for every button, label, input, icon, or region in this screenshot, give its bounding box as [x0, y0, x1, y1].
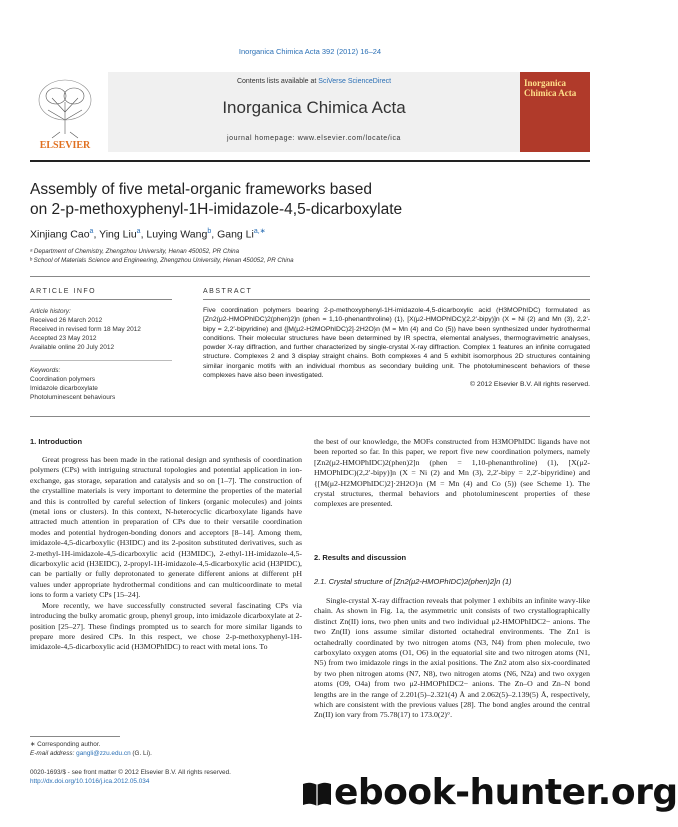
intro-heading: 1. Introduction [30, 437, 83, 446]
info-divider [30, 360, 172, 361]
article-title-line2: on 2-p-methoxyphenyl-1H-imidazole-4,5-dicarboxylate [30, 201, 403, 218]
history-item: Received 26 March 2012 [30, 317, 103, 324]
article-info-rule [30, 299, 172, 300]
email-prefix: E-mail address: [30, 749, 77, 757]
abstract-text: Five coordination polymers bearing 2-p-methoxyphenyl-1H-imidazole-4,5-dicarboxylic acid (H3MOPhIDC) formulated as [Zn2(μ2-HMOPhIDC)2(phen)2]n (phen = 1,10-phenanthroline) (1), [X(μ2-HMOPhIDC)(2,2′-bipy)]n (X = Ni (2) and Mn (3), 2,2′-bipy = 2,2′-bipyridine) and {[M(μ2-H2MOPhIDC)2]·2H2O}n (M = Mn (4) and Co (5)) have been synthesized under hydrothermal conditions. Their molecular structures have been determined by IR spectra, elemental analyses, thermogravimetric analyses, powder X-ray diffraction, and further characterized by single-crystal X-ray diffraction. Complex 1 features an infinite corrugated structure. Complexes 2 and 3 display straight chains. Both complexes 4 and 5 exhibit isomorphous 2D structures containing similar inorganic motifs with an individual rhombus as secondary building unit. The photoluminescent behaviors of these complexes have also been investigated. [203, 307, 590, 380]
author-name[interactable]: Xinjiang Cao [30, 228, 90, 241]
homepage-prefix: journal homepage: [226, 135, 298, 142]
history-label: Article history: [30, 308, 71, 315]
article-info-heading: ARTICLE INFO [30, 288, 97, 295]
author-affil-sup[interactable]: a [89, 228, 94, 235]
right-col-body [314, 437, 590, 510]
elsevier-tree-logo-icon [30, 72, 100, 152]
keywords-label: Keywords: [30, 367, 61, 374]
history-item: Available online 20 July 2012 [30, 344, 115, 351]
author-name[interactable]: Gang Li [217, 228, 254, 241]
book-icon [300, 777, 334, 811]
author-affil-sup[interactable]: a,∗ [253, 228, 266, 235]
homepage-link[interactable]: www.elsevier.com/locate/ica [297, 135, 402, 142]
watermark-text: ebook-hunter.org [334, 772, 678, 813]
author-affil-sup[interactable]: b [207, 228, 212, 235]
history-item: Accepted 23 May 2012 [30, 335, 97, 342]
results-body [314, 596, 590, 721]
results-paragraph: Single-crystal X-ray diffraction reveals that polymer 1 exhibits an infinite wavy-like chain. As shown in Fig. 1a, the asymmetric unit consists of two crystallographically distinct Zn(II) ions, two phen units and two individual μ2-HMOPhIDC2− anions. The two Zn(II) ions assume similar distorted octahedral environments. The Zn1 is octahedrally coordinated by two nitrogen atoms (N3, N4) from phen molecule, two carboxylato oxygen atoms (O1, O6) in the equatorial site and two nitrogen atoms (N1, N5) from two imidazole rings in the axial positions. The Zn2 atom also six-coordinated by two phen nitrogen atoms (N7, N8), two nitrogen atoms (N6, N2a) and two oxygen atoms (O9, O4a) from two μ2-HMOPhIDC2− anions. The Zn–O and Zn–N bond lengths are in the range of 2.201(5)–2.321(4) Å and 2.062(5)–2.139(5) Å, respectively, which are consistent with the previous values [28]. The bond angles around the central Zn(II) ion vary from 75.78(17) to 173.0(2)°. [314, 596, 590, 720]
contents-line [108, 78, 520, 85]
abstract-copyright: © 2012 Elsevier B.V. All rights reserved. [470, 381, 590, 389]
elsevier-wordmark: ELSEVIER [39, 140, 91, 151]
keyword-item: Imidazole dicarboxylate [30, 385, 98, 392]
contents-prefix: Contents lists available at [236, 78, 319, 85]
author-name[interactable]: Ying Liu [99, 228, 137, 241]
sciencedirect-link[interactable]: SciVerse ScienceDirect [318, 78, 392, 85]
author-affil-sup[interactable]: a [136, 228, 141, 235]
affiliation-a: ᵃ Department of Chemistry, Zhengzhou University, Henan 450052, PR China [30, 248, 240, 255]
intro-paragraph: More recently, we have successfully constructed several fascinating CPs via introducing the bulky aromatic group, phenyl group, into imidazole dicarboxylate at 2-position [25–27]. These findings prompted us to search for more similar ligands to prepare more desired CPs. In this respect, we chose 2-p-methoxyphenyl-1H-imidazole-4,5-dicarboxylic acid (H3MOPhIDC) to react with metal ions. To [30, 600, 302, 652]
email-line [30, 750, 300, 759]
history-item: Received in revised form 18 May 2012 [30, 326, 141, 333]
section-rule [30, 276, 590, 277]
journal-reference[interactable]: Inorganica Chimica Acta 392 (2012) 16–24 [238, 47, 382, 56]
keyword-item: Coordination polymers [30, 376, 96, 383]
issn-line: 0020-1693/$ - see front matter © 2012 Elsevier B.V. All rights reserved. [30, 769, 231, 776]
author-name[interactable]: Luying Wang [146, 228, 208, 241]
article-title [30, 180, 590, 220]
keywords [30, 366, 172, 402]
results-subheading: 2.1. Crystal structure of [Zn2(μ2-HMOPhIDC)2(phen)2]n (1) [314, 577, 512, 586]
doi-link[interactable]: http://dx.doi.org/10.1016/j.ica.2012.05.034 [30, 777, 150, 785]
keyword-item: Photoluminescent behaviours [30, 394, 116, 401]
header-rule [30, 160, 590, 162]
affiliation-b: ᵇ School of Materials Science and Engineering, Zhengzhou University, Henan 450052, PR China [30, 257, 294, 264]
journal-homepage [108, 135, 520, 142]
journal-name: Inorganica Chimica Acta [222, 98, 406, 117]
journal-cover-title: Inorganica Chimica Acta [524, 78, 577, 98]
abstract-rule [203, 299, 590, 300]
footnote-rule [30, 736, 120, 737]
article-footer [30, 769, 300, 786]
email-suffix: (G. Li). [130, 749, 152, 757]
section-rule [30, 416, 590, 417]
intro-paragraph: Great progress has been made in the rational design and synthesis of coordination polymers (CPs) with intriguing structural topologies and potential application in ion-exchange, gas storage, separation and catalysis and so on [1–7]. The construction of the crystalline materials is very important to determine the properties of the material and this is controlled by careful selection of linkers (organic molecules) and joints (metal ions or clusters). In this context, N-heterocyclic dicarboxylate ligands have attracted much attention in preparation of CPs due to their versatile coordination modes and potential hydrogen-bonding donors and acceptors [8–14]. Among them, imidazole-4,5-dicarboxylic (H3IDC) and its 2-positon substituted derivatives, such as 2-methyl-1H-imidazole-4,5-dicarboxylic acid (H3MIDC), 2-ethyl-1H-imidazole-4,5-dicarboxylic acid (H3EIDC), 2-propyl-1H-imidazole-4,5-dicarboxylic acid (H3PIDC), can be partially or fully deprotonated to generate different anions at different pH values under appropriate hydrothermal conditions and can multicoordinate to metal ions to form a variety CPs [15–24]. [30, 455, 302, 600]
abstract-body [203, 306, 590, 390]
right-paragraph: the best of our knowledge, the MOFs constructed from H3MOPhIDC ligands have not been reported so far. In this paper, we report five new coordination polymers, namely [Zn2(μ2-HMOPhIDC)2(phen)2]n (phen = 1,10-phenanthroline) (1), [X(μ2-HMOPhIDC)(2,2′-bipy)]n (X = Ni (2) and Mn (3), 2,2′-bipy = 2,2′-bipyridine) and {[M(μ2-H2MOPhIDC)2]·2H2O}n (M = Mn (4) and Co (5)) (see Scheme 1). The crystal structures, thermal behaviors and photoluminescent properties of these complexes are presented. [314, 437, 590, 509]
corresponding-note: ∗ Corresponding author. [30, 741, 101, 748]
abstract-heading: ABSTRACT [203, 288, 253, 295]
article-title-line1: Assembly of five metal-organic frameworks based [30, 181, 372, 198]
email-link[interactable]: gangli@zzu.edu.cn [76, 749, 131, 757]
article-history [30, 307, 172, 352]
watermark [300, 772, 678, 827]
results-heading: 2. Results and discussion [314, 553, 407, 562]
intro-body [30, 455, 302, 653]
author-list: Xinjiang Cao$^a$, Ying Liu$^a$, Luying Wang$^b$, Gang $Li^{a,∗}$ [30, 228, 266, 241]
footnote [30, 741, 300, 758]
